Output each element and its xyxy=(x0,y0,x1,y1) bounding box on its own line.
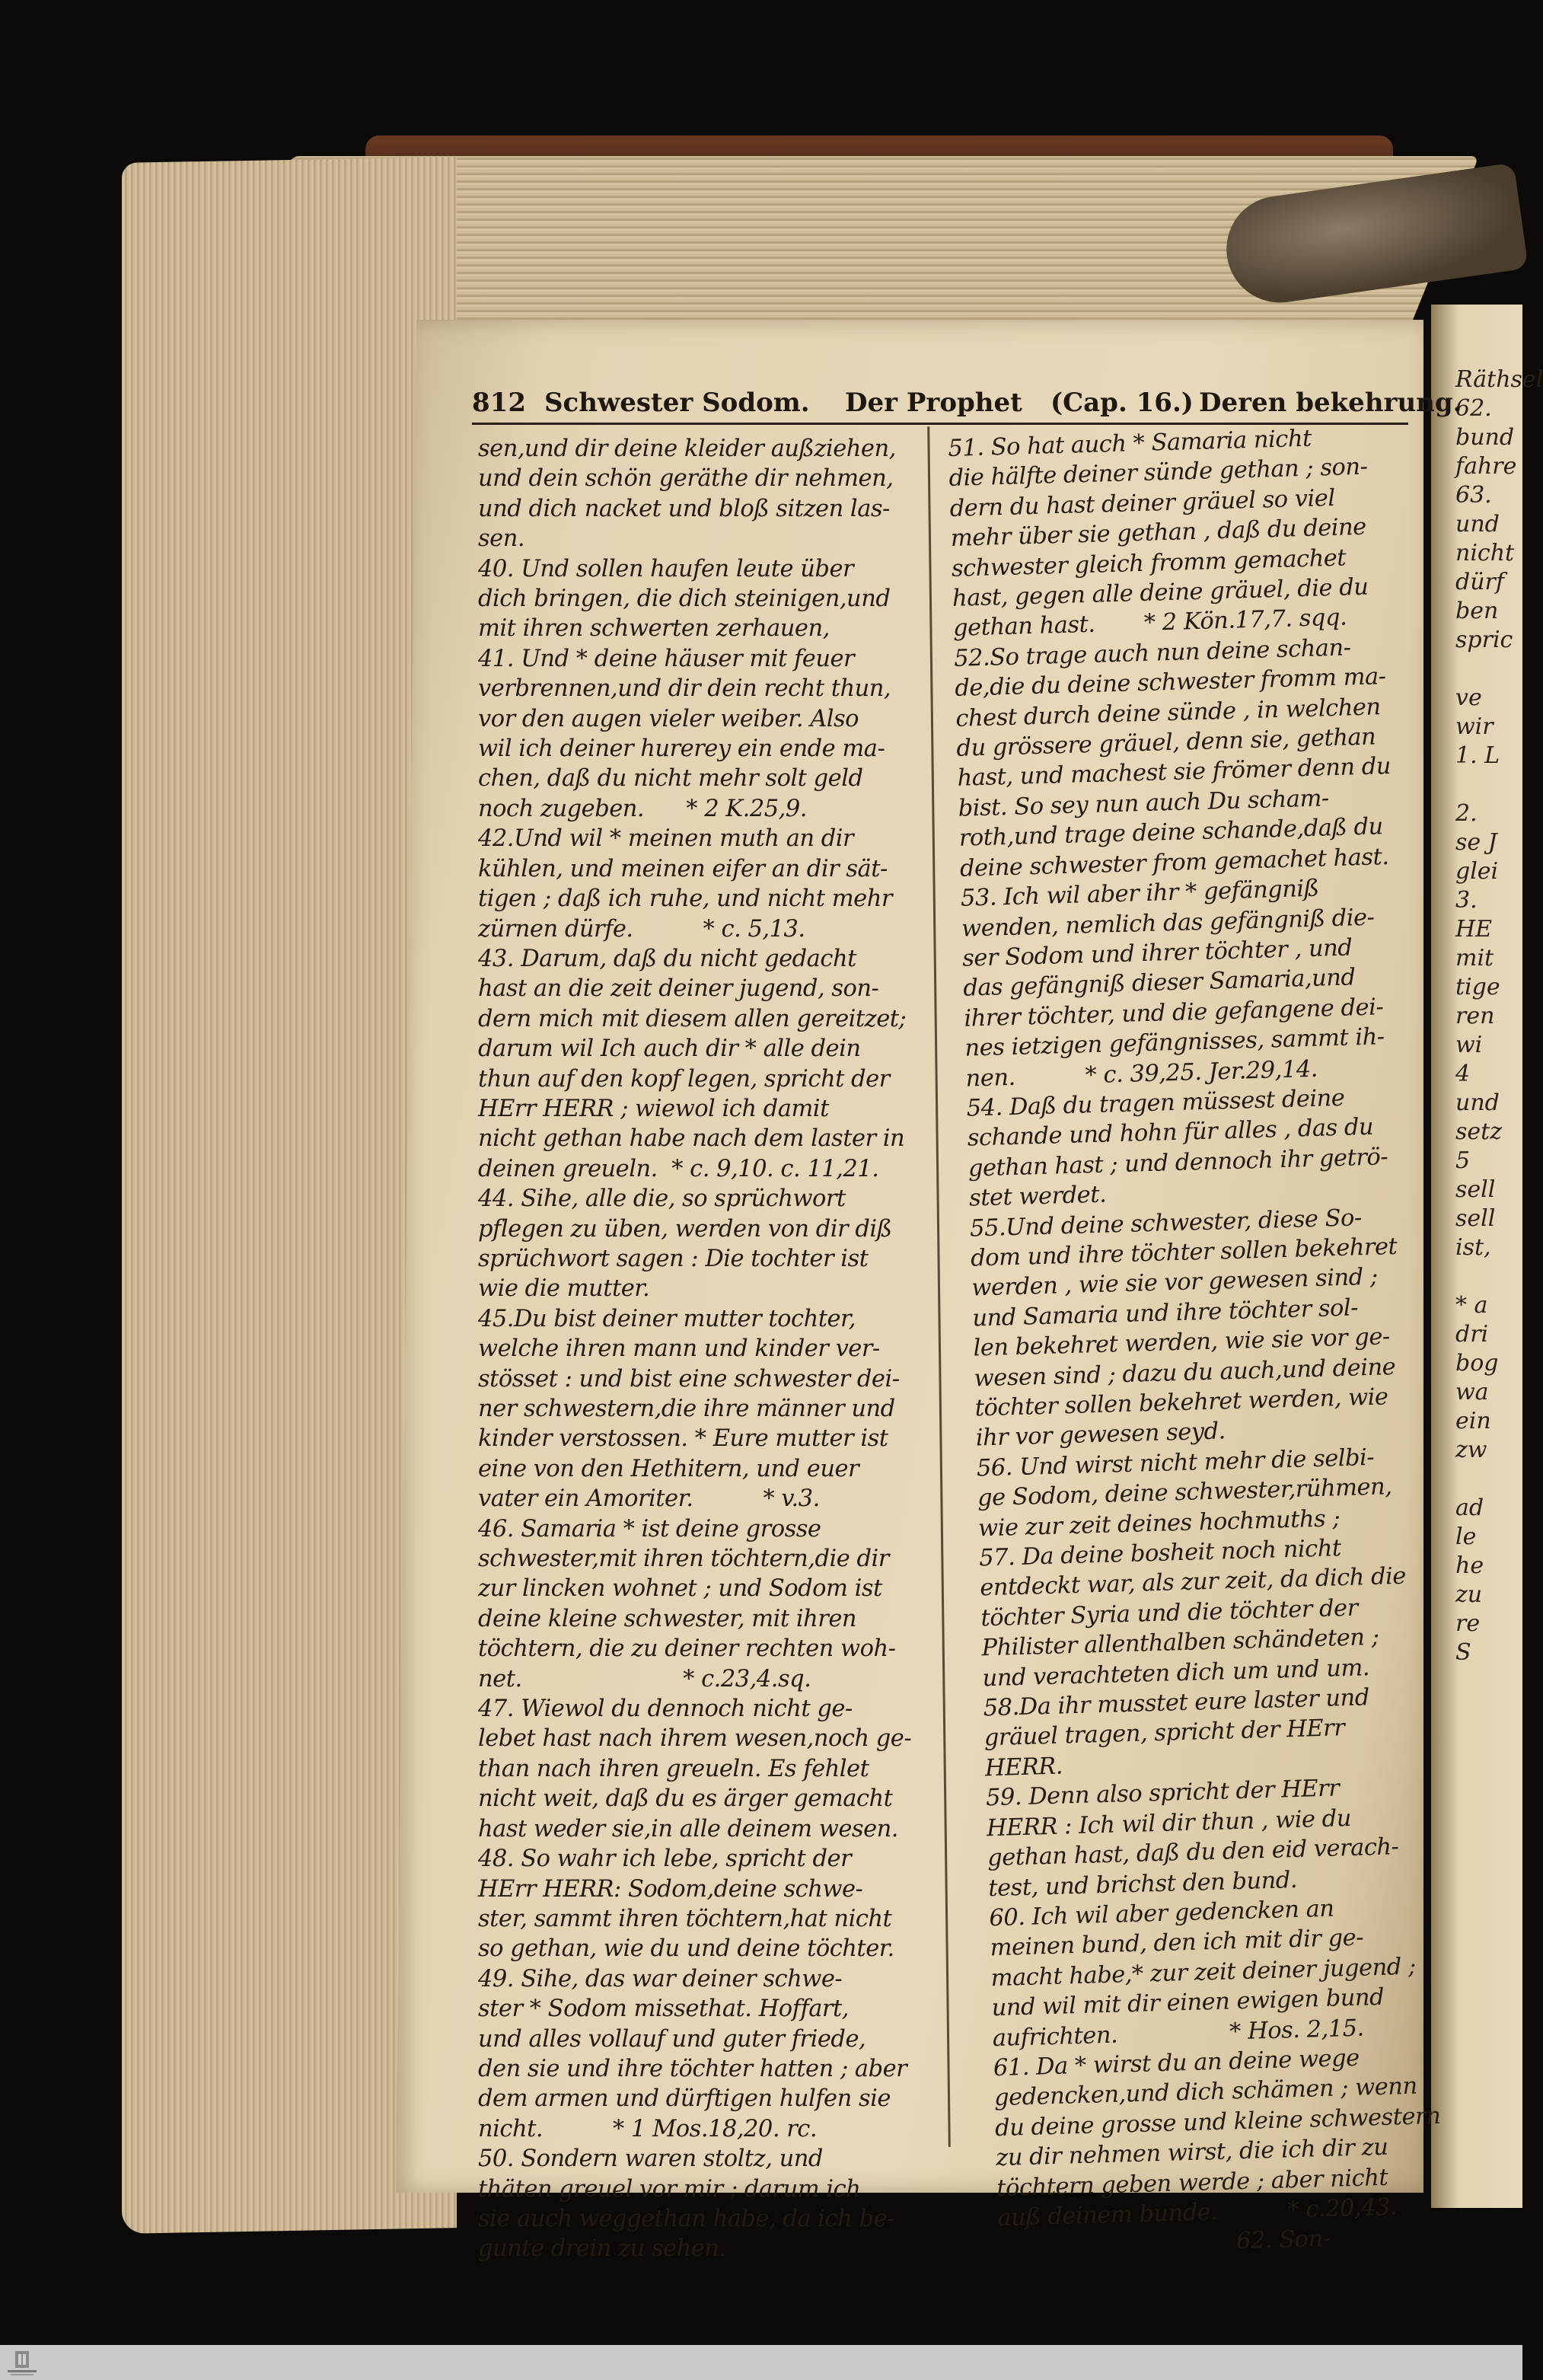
facing-text-line: und xyxy=(1455,1090,1500,1116)
facing-text-line: 2. xyxy=(1455,800,1478,827)
text-line: gethan hast, daß du den eid verach- xyxy=(987,1833,1399,1872)
text-line: HErr HERR: Sodom,deine schwe- xyxy=(478,1875,863,1903)
text-line: werden , wie sie vor gewesen sind ; xyxy=(971,1264,1379,1302)
text-line: hast, und machest sie frömer denn du xyxy=(957,753,1392,793)
facing-text-line: mit xyxy=(1455,945,1494,971)
text-line: sie auch weggethan habe, da ich be- xyxy=(478,2205,894,2232)
facing-text-line: se J xyxy=(1455,829,1497,856)
text-line: 61. Da * wirst du an deine wege xyxy=(993,2044,1360,2082)
text-line: 42.Und wil * meinen muth an dir xyxy=(478,825,854,853)
text-line: und dein schön geräthe dir nehmen, xyxy=(478,465,894,493)
text-line: den sie und ihre töchter hatten ; aber xyxy=(478,2055,907,2082)
text-line: ster * Sodom missethat. Hoffart, xyxy=(478,1996,849,2023)
text-line: deine schwester from gemachet hast. xyxy=(959,843,1389,882)
text-line: stösset : und bist eine schwester dei- xyxy=(478,1365,900,1393)
text-line: 56. Und wirst nicht mehr die selbi- xyxy=(976,1444,1375,1482)
text-line: Philister allenthalben schändeten ; xyxy=(981,1624,1379,1662)
text-line: sen,und dir deine kleider außziehen, xyxy=(478,435,896,462)
text-line: wenden, nemlich das gefängniß die- xyxy=(961,904,1375,943)
text-line: zur lincken wohnet ; und Sodom ist xyxy=(478,1575,882,1603)
right-running-head: Deren bekehrung. xyxy=(1199,388,1462,418)
left-text-column xyxy=(478,434,935,2264)
text-line: 57. Da deine bosheit noch nicht xyxy=(978,1535,1342,1572)
text-line: 43. Darum, daß du nicht gedacht xyxy=(478,945,856,972)
facing-text-line: ben xyxy=(1455,598,1499,624)
text-line: 62. Son- xyxy=(998,2225,1331,2262)
text-line: aufrichten. * Hos. 2,15. xyxy=(992,2015,1365,2052)
text-line: und wil mit dir einen ewigen bund xyxy=(991,1983,1385,2022)
text-line: 45.Du bist deiner mutter tochter, xyxy=(478,1305,856,1332)
running-header xyxy=(472,384,1462,425)
text-line: nicht gethan habe nach dem laster in xyxy=(478,1125,905,1153)
text-line: wie zur zeit deines hochmuths ; xyxy=(977,1504,1341,1543)
text-line: die hälfte deiner sünde gethan ; son- xyxy=(948,454,1368,493)
left-running-head: Schwester Sodom. xyxy=(544,388,810,418)
facing-text-line: S xyxy=(1455,1639,1471,1666)
text-line: meinen bund, den ich mit dir ge- xyxy=(990,1924,1364,1962)
facing-text-line: he xyxy=(1455,1552,1484,1579)
text-line: mit ihren schwerten zerhauen, xyxy=(478,615,830,643)
facing-text-line: fahre xyxy=(1455,453,1517,480)
text-line: wie die mutter. xyxy=(478,1275,650,1303)
text-line: macht habe,* zur zeit deiner jugend ; xyxy=(990,1953,1417,1992)
text-line: verbrennen,und dir dein recht thun, xyxy=(478,675,891,703)
text-line: eine von den Hethitern, und euer xyxy=(478,1455,859,1482)
text-line: das gefängniß dieser Samaria,und xyxy=(962,964,1356,1003)
text-line: 49. Sihe, das war deiner schwe- xyxy=(478,1965,843,1992)
text-line: 55.Und deine schwester, diese So- xyxy=(969,1204,1363,1243)
text-line: mehr über sie gethan , daß du deine xyxy=(950,513,1367,553)
text-line: pflegen zu üben, werden von dir diß xyxy=(478,1215,892,1243)
facing-text-line: 5 xyxy=(1455,1147,1471,1174)
text-line: so gethan, wie du und deine töchter. xyxy=(478,1935,894,1963)
text-line: wil ich deiner hurerey ein ende ma- xyxy=(478,735,885,763)
text-line: 59. Denn also spricht der HErr xyxy=(985,1775,1340,1812)
text-line: und alles vollauf und guter friede, xyxy=(478,2025,866,2053)
text-line: vater ein Amoriter. * v.3. xyxy=(478,1485,820,1513)
text-line: zürnen dürfe. * c. 5,13. xyxy=(478,915,805,943)
facing-text-line: sell xyxy=(1455,1176,1496,1203)
facing-page-text xyxy=(1455,365,1543,1667)
text-line: dern mich mit diesem allen gereitzet; xyxy=(478,1005,907,1032)
text-line: net. * c.23,4.sq. xyxy=(478,1665,811,1692)
facing-text-line: bog xyxy=(1455,1350,1499,1377)
text-line: 40. Und sollen haufen leute über xyxy=(478,555,854,582)
facing-text-line: ist, xyxy=(1455,1234,1491,1261)
text-line: du deine grosse und kleine schwestern xyxy=(994,2102,1441,2142)
facing-text-line: dri xyxy=(1455,1321,1489,1348)
text-line: schwester gleich fromm gemachet xyxy=(951,544,1347,582)
facing-text-line: ad xyxy=(1455,1495,1484,1521)
facing-text-line xyxy=(1455,770,1522,799)
facing-text-line xyxy=(1455,1465,1522,1494)
facing-text-line: setz xyxy=(1455,1118,1503,1145)
facing-text-line: 3. xyxy=(1455,887,1478,914)
text-line: darum wil Ich auch dir * alle dein xyxy=(478,1035,861,1063)
text-line: thäten greuel vor mir ; darum ich xyxy=(478,2175,861,2203)
text-line: 50. Sondern waren stoltz, und xyxy=(478,2146,823,2173)
text-line: töchter sollen bekehret werden, wie xyxy=(974,1383,1388,1422)
text-line: 46. Samaria * ist deine grosse xyxy=(478,1515,821,1543)
text-line: nicht. * 1 Mos.18,20. rc. xyxy=(478,2115,818,2142)
facing-text-line: ein xyxy=(1455,1408,1491,1434)
page-number: 812 xyxy=(472,388,526,418)
text-line: 51. So hat auch * Samaria nicht xyxy=(948,425,1312,462)
text-line: hast, gegen alle deine gräuel, die du xyxy=(952,573,1369,612)
text-line: test, und brichst den bund. xyxy=(987,1866,1298,1902)
facing-text-line: zw xyxy=(1455,1437,1487,1463)
facing-text-line: 62. xyxy=(1455,395,1492,422)
text-line: kühlen, und meinen eifer an dir sät- xyxy=(478,855,888,882)
facing-text-line: zu xyxy=(1455,1581,1483,1608)
text-line: und verachteten dich um und um. xyxy=(982,1654,1370,1692)
facing-text-line: dürf xyxy=(1455,569,1504,595)
text-line: roth,und trage deine schande,daß du xyxy=(958,813,1384,853)
facing-text-line: wa xyxy=(1455,1379,1489,1405)
text-line: gethan hast. * 2 Kön.17,7. sqq. xyxy=(952,604,1347,643)
text-line: entdeckt war, als zur zeit, da dich die xyxy=(979,1563,1407,1602)
text-line: 52.So trage auch nun deine schan- xyxy=(953,634,1351,672)
text-line: vor den augen vieler weiber. Also xyxy=(478,705,859,732)
text-line: deine kleine schwester, mit ihren xyxy=(478,1605,857,1632)
facing-text-line xyxy=(1455,1262,1522,1291)
text-line: hast an die zeit deiner jugend, son- xyxy=(478,975,879,1003)
text-line: dich bringen, die dich steinigen,und xyxy=(478,585,891,613)
text-line: 44. Sihe, alle die, so sprüchwort xyxy=(478,1185,846,1213)
center-title: Der Prophet xyxy=(845,388,1022,418)
text-line: nen. * c. 39,25. Jer.29,14. xyxy=(965,1055,1318,1093)
text-line: und Samaria und ihre töchter sol- xyxy=(971,1294,1359,1332)
text-line: 54. Daß du tragen müssest deine xyxy=(966,1084,1345,1122)
text-line: nes ietzigen gefängnisses, sammt ih- xyxy=(964,1023,1385,1062)
facing-text-line xyxy=(1455,655,1522,684)
facing-text-line: sell xyxy=(1455,1205,1496,1232)
chapter-label: (Cap. 16.) xyxy=(1050,388,1194,418)
text-line: than nach ihren greueln. Es fehlet xyxy=(478,1755,869,1782)
text-line: töchter Syria und die töchter der xyxy=(980,1594,1359,1632)
text-line: gethan hast ; und dennoch ihr getrö- xyxy=(968,1143,1388,1182)
facing-text-line: wi xyxy=(1455,1032,1483,1058)
text-line: ser Sodom und ihrer töchter , und xyxy=(961,934,1353,972)
text-line: hast weder sie,in alle deinem wesen. xyxy=(478,1815,898,1842)
text-line: auß deinem bunde. * c.20,43. xyxy=(996,2193,1398,2232)
facing-text-line: nicht xyxy=(1455,540,1515,566)
facing-text-line: und xyxy=(1455,511,1500,538)
text-line: töchtern geben werde ; aber nicht xyxy=(996,2164,1388,2202)
text-line: zu dir nehmen wirst, die ich dir zu xyxy=(995,2133,1388,2172)
text-line: ge Sodom, deine schwester,rühmen, xyxy=(977,1473,1392,1512)
facing-text-line: le xyxy=(1455,1523,1477,1550)
text-line: schwester,mit ihren töchtern,die dir xyxy=(478,1546,889,1573)
facing-text-line: Räthsel xyxy=(1455,366,1543,393)
text-line: ster, sammt ihren töchtern,hat nicht xyxy=(478,1905,892,1932)
facing-text-line: 4 xyxy=(1455,1061,1471,1087)
text-line: chen, daß du nicht mehr solt geld xyxy=(478,765,863,793)
text-line: HErr HERR ; wiewol ich damit xyxy=(478,1095,829,1122)
facing-text-line: 1. L xyxy=(1455,742,1500,769)
text-line: gedencken,und dich schämen ; wenn xyxy=(993,2072,1418,2112)
text-line: sen. xyxy=(478,525,525,553)
facing-text-line: ren xyxy=(1455,1003,1495,1029)
text-line: 48. So wahr ich lebe, spricht der xyxy=(478,1846,852,1873)
text-line: kinder verstossen. * Eure mutter ist xyxy=(478,1425,888,1453)
text-line: töchtern, die zu deiner rechten woh- xyxy=(478,1635,896,1663)
text-line: stet werdet. xyxy=(968,1181,1107,1212)
text-line: dern du hast deiner gräuel so viel xyxy=(949,484,1336,522)
facing-text-line: bund xyxy=(1455,424,1515,451)
text-line: sprüchwort sagen : Die tochter ist xyxy=(478,1245,869,1272)
facing-text-line: glei xyxy=(1455,858,1499,885)
text-line: gräuel tragen, spricht der HErr xyxy=(984,1715,1345,1752)
text-line: de,die du deine schwester fromm ma- xyxy=(954,663,1386,703)
text-line: nicht weit, daß du es ärger gemacht xyxy=(478,1785,893,1813)
text-line: len bekehret werden, wie sie vor ge- xyxy=(973,1323,1391,1362)
text-line: dom und ihre töchter sollen bekehret xyxy=(970,1233,1398,1272)
text-line: 47. Wiewol du dennoch nicht ge- xyxy=(478,1696,853,1723)
text-line: welche ihren mann und kinder ver- xyxy=(478,1335,880,1363)
text-line: ner schwestern,die ihre männer und xyxy=(478,1396,895,1422)
text-line: HERR. xyxy=(984,1753,1063,1782)
facing-text-line: spric xyxy=(1455,627,1513,653)
library-logo-icon xyxy=(5,2350,40,2377)
text-line: 53. Ich wil aber ihr * gefängniß xyxy=(960,875,1319,912)
text-line: und dich nacket und bloß sitzen las- xyxy=(478,495,890,522)
facing-text-line: wir xyxy=(1455,713,1494,740)
text-line: 41. Und * deine häuser mit feuer xyxy=(478,645,855,672)
text-line: lebet hast nach ihrem wesen,noch ge- xyxy=(478,1725,912,1753)
text-line: gunte drein zu sehen. xyxy=(478,2235,726,2263)
text-line: chest durch deine sünde , in welchen xyxy=(955,693,1382,732)
text-line: ihrer töchter, und die gefangene dei- xyxy=(963,994,1384,1032)
text-line: dem armen und dürftigen hulfen sie xyxy=(478,2085,891,2113)
facing-text-line: HE xyxy=(1455,916,1493,943)
text-line: bist. So sey nun auch Du scham- xyxy=(958,785,1330,822)
text-line: tigen ; daß ich ruhe, und nicht mehr xyxy=(478,885,892,913)
text-line: HERR : Ich wil dir thun , wie du xyxy=(986,1804,1352,1842)
text-line: noch zugeben. * 2 K.25,9. xyxy=(478,795,807,822)
text-line: du grössere gräuel, denn sie, gethan xyxy=(956,723,1376,762)
facing-text-line: 63. xyxy=(1455,482,1492,509)
text-line: 58.Da ihr musstet eure laster und xyxy=(983,1684,1370,1722)
text-line: wesen sind ; dazu du auch,und deine xyxy=(974,1353,1396,1393)
text-line: 60. Ich wil aber gedencken an xyxy=(988,1895,1334,1932)
right-text-column xyxy=(948,421,1459,2264)
facing-text-line: re xyxy=(1455,1610,1481,1637)
facing-text-line: tige xyxy=(1455,974,1500,1000)
facing-text-line: ve xyxy=(1455,684,1482,711)
text-line: schande und hohn für alles , das du xyxy=(967,1114,1374,1152)
facing-text-line: * a xyxy=(1455,1292,1488,1319)
viewer-footer-bar xyxy=(0,2345,1522,2380)
text-line: thun auf den kopf legen, spricht der xyxy=(478,1065,890,1093)
text-line: ihr vor gewesen seyd. xyxy=(975,1418,1226,1452)
text-line: deinen greueln. * c. 9,10. c. 11,21. xyxy=(478,1155,879,1182)
